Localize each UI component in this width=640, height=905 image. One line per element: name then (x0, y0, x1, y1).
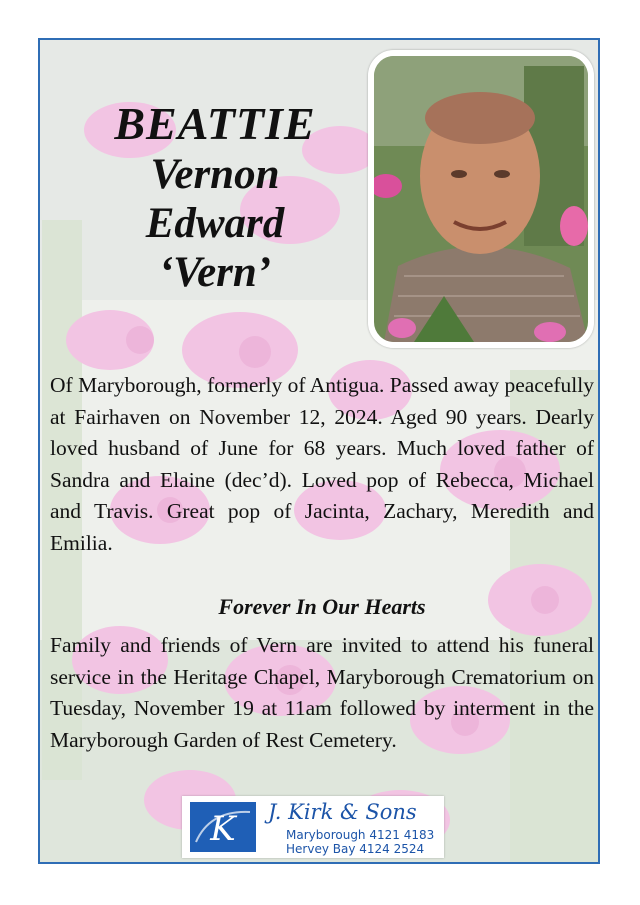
nickname: ‘Vern’ (158, 249, 272, 297)
middle-name: Edward (145, 200, 285, 248)
death-notice-card (38, 38, 600, 864)
surname: BEATTIE (114, 98, 316, 149)
deceased-name (70, 98, 360, 297)
tribute-heading: Forever In Our Hearts (218, 594, 426, 619)
monogram-letter: K (210, 809, 236, 849)
first-name: Vernon (150, 151, 280, 199)
obituary-paragraph: Of Maryborough, formerly of Antigua. Passed away peacefully at Fairhaven on November 12, 2024. Aged 90 years. Dearly loved husband of June for 68 years. Much loved father of Sandra and Elaine (dec’d). Loved pop of Rebecca, Michael and Travis. Great pop of Jacinta, Zachary, Meredith and Emilia. (50, 373, 594, 555)
phone-hervey-bay: Hervey Bay 4124 2524 (286, 842, 425, 856)
portrait-photo (368, 50, 594, 348)
funeral-director-logo (182, 796, 444, 858)
monogram-logo-icon (190, 802, 256, 852)
funeral-details-paragraph: Family and friends of Vern are invited to attend his funeral service in the Heritage Chapel, Maryborough Crematorium on Tuesday, November 19 at 11am followed by interment in the Maryborough Garden of Rest Cemetery. (50, 633, 594, 752)
funeral-director-name: J. Kirk & Sons (268, 800, 417, 824)
phone-maryborough: Maryborough 4121 4183 (286, 828, 435, 842)
